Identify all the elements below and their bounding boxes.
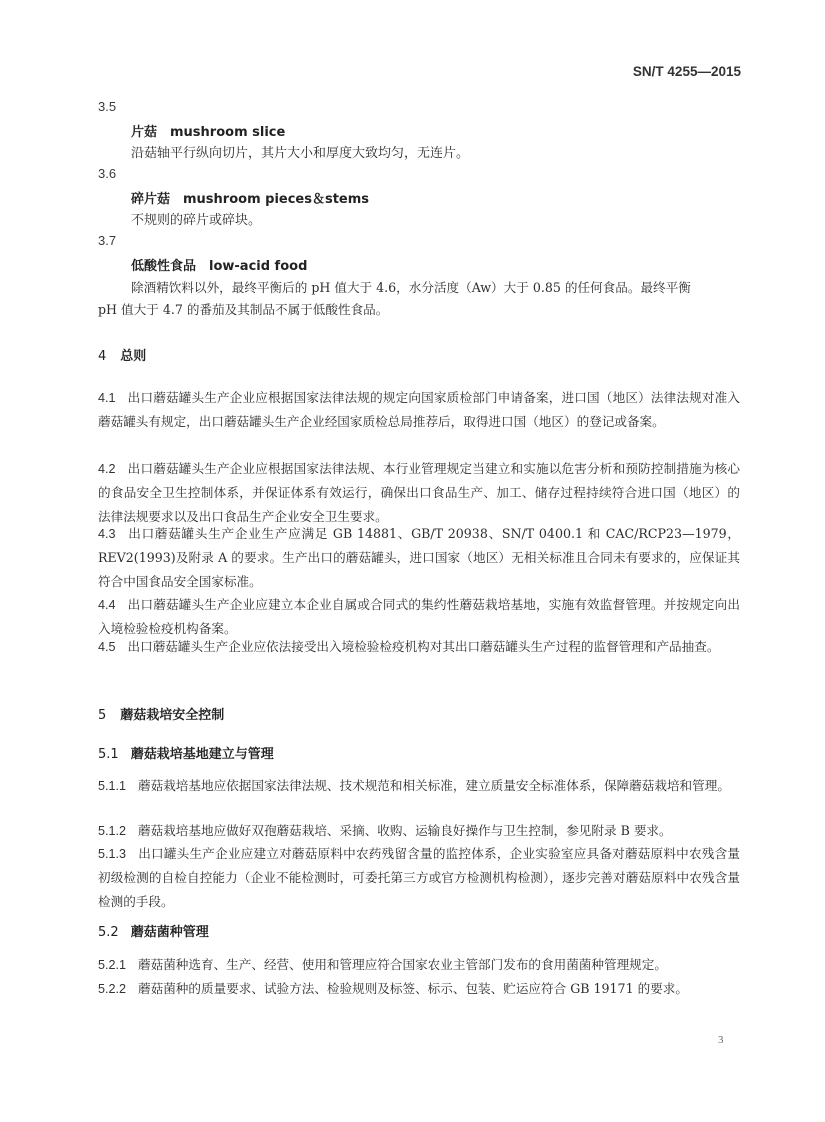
clause-text: 出口蘑菇罐头生产企业应依法接受出入境检验检疫机构对其出口蘑菇罐头生产过程的监督管理和产品抽查。 — [127, 639, 720, 654]
clause — [98, 953, 740, 977]
clause-text: 蘑菇栽培基地应依据国家法律法规、技术规范和相关标准，建立质量安全标准体系，保障蘑菇栽培和管理。 — [138, 778, 730, 793]
subsection-title: 蘑菇栽培基地建立与管理 — [130, 747, 274, 762]
document-code: SN/T 4255—2015 — [632, 64, 741, 79]
section-heading — [98, 345, 146, 364]
term-definition: 不规则的碎片或碎块。 — [131, 213, 262, 228]
clause-text: 蘑菇栽培基地应做好双孢蘑菇栽培、采摘、收购、运输良好操作与卫生控制，参见附录 B 要求。 — [138, 823, 672, 838]
term-number: 3.5 — [98, 99, 117, 114]
clause-number: 4.5 — [98, 640, 116, 654]
subsection-number: 5.2 — [98, 925, 119, 940]
term-title: 低酸性食品 low-acid food — [131, 259, 308, 274]
term-definition-line: pH 值大于 4.7 的番茄及其制品不属于低酸性食品。 — [98, 302, 389, 317]
clause-number: 5.1.1 — [98, 779, 127, 793]
subsection-heading — [98, 743, 274, 762]
clause-number: 4.2 — [98, 462, 116, 476]
clause — [98, 819, 740, 843]
term-number: 3.7 — [98, 233, 117, 248]
term-number: 3.6 — [98, 166, 117, 181]
clause-text: 出口罐头生产企业应建立对蘑菇原料中农药残留含量的监控体系，企业实验室应具备对蘑菇原料中农残含量初级检测的自检自控能力（企业不能检测时，可委托第三方或官方检测机构检测），逐步完善对蘑菇原料中农残含量检测的手段。 — [98, 846, 740, 909]
page-number: 3 — [718, 1034, 724, 1046]
clause — [98, 842, 740, 913]
subsection-number: 5.1 — [98, 747, 119, 762]
section-title: 总则 — [120, 349, 147, 364]
clause-number: 4.4 — [98, 598, 116, 612]
clause — [98, 774, 740, 798]
clause-number: 5.1.2 — [98, 824, 127, 838]
clause-number: 5.1.3 — [98, 847, 127, 861]
term-definition-line: 除酒精饮料以外，最终平衡后的 pH 值大于 4.6，水分活度（Aw）大于 0.85 的任何食品。最终平衡 — [131, 280, 691, 295]
clause — [98, 386, 740, 434]
clause-text: 出口蘑菇罐头生产企业应根据国家法律法规、本行业管理规定当建立和实施以危害分析和预防控制措施为核心的食品安全卫生控制体系，并保证体系有效运行，确保出口食品生产、加工、储存过程持续符合进口国（地区）的法律法规要求以及出口食品生产企业安全卫生要求。 — [98, 461, 740, 524]
subsection-heading — [98, 921, 209, 940]
term-title: 片菇 mushroom slice — [131, 125, 286, 140]
section-heading — [98, 704, 224, 723]
clause-text: 蘑菇菌种的质量要求、试验方法、检验规则及标签、标示、包装、贮运应符合 GB 19171 的要求。 — [138, 981, 688, 996]
section-number: 4 — [98, 349, 107, 364]
clause — [98, 457, 740, 528]
clause — [98, 977, 740, 1001]
subsection-title: 蘑菇菌种管理 — [130, 925, 209, 940]
term-definition: 沿菇轴平行纵向切片，其片大小和厚度大致均匀，无连片。 — [131, 146, 470, 161]
section-title: 蘑菇栽培安全控制 — [120, 708, 225, 723]
clause-text: 出口蘑菇罐头生产企业应根据国家法律法规的规定向国家质检部门申请备案，进口国（地区）法律法规对准入蘑菇罐头有规定，出口蘑菇罐头生产企业经国家质检总局推荐后，取得进口国（地区）的登记或备案。 — [98, 390, 740, 430]
section-number: 5 — [98, 708, 107, 723]
clause — [98, 593, 740, 641]
clause — [98, 522, 740, 593]
clause-number: 4.3 — [98, 527, 116, 541]
clause-number: 4.1 — [98, 391, 116, 405]
term-title: 碎片菇 mushroom pieces＆stems — [131, 192, 370, 207]
clause-number: 5.2.1 — [98, 958, 127, 972]
clause-text: 蘑菇菌种选育、生产、经营、使用和管理应符合国家农业主管部门发布的食用菌菌种管理规定。 — [138, 957, 667, 972]
clause-number: 5.2.2 — [98, 982, 127, 996]
clause — [98, 635, 740, 659]
clause-text: 出口蘑菇罐头生产企业生产应满足 GB 14881、GB/T 20938、SN/T 0400.1 和 CAC/RCP23—1979，REV2(1993)及附录 A 的要求。生产出口的蘑菇罐头，进口国家（地区）无相关标准且合同未有要求的，应保证其符合中国食品安全国家标准。 — [98, 526, 740, 589]
clause-text: 出口蘑菇罐头生产企业应建立本企业自属或合同式的集约性蘑菇栽培基地，实施有效监督管理。并按规定向出入境检验检疫机构备案。 — [98, 597, 740, 637]
